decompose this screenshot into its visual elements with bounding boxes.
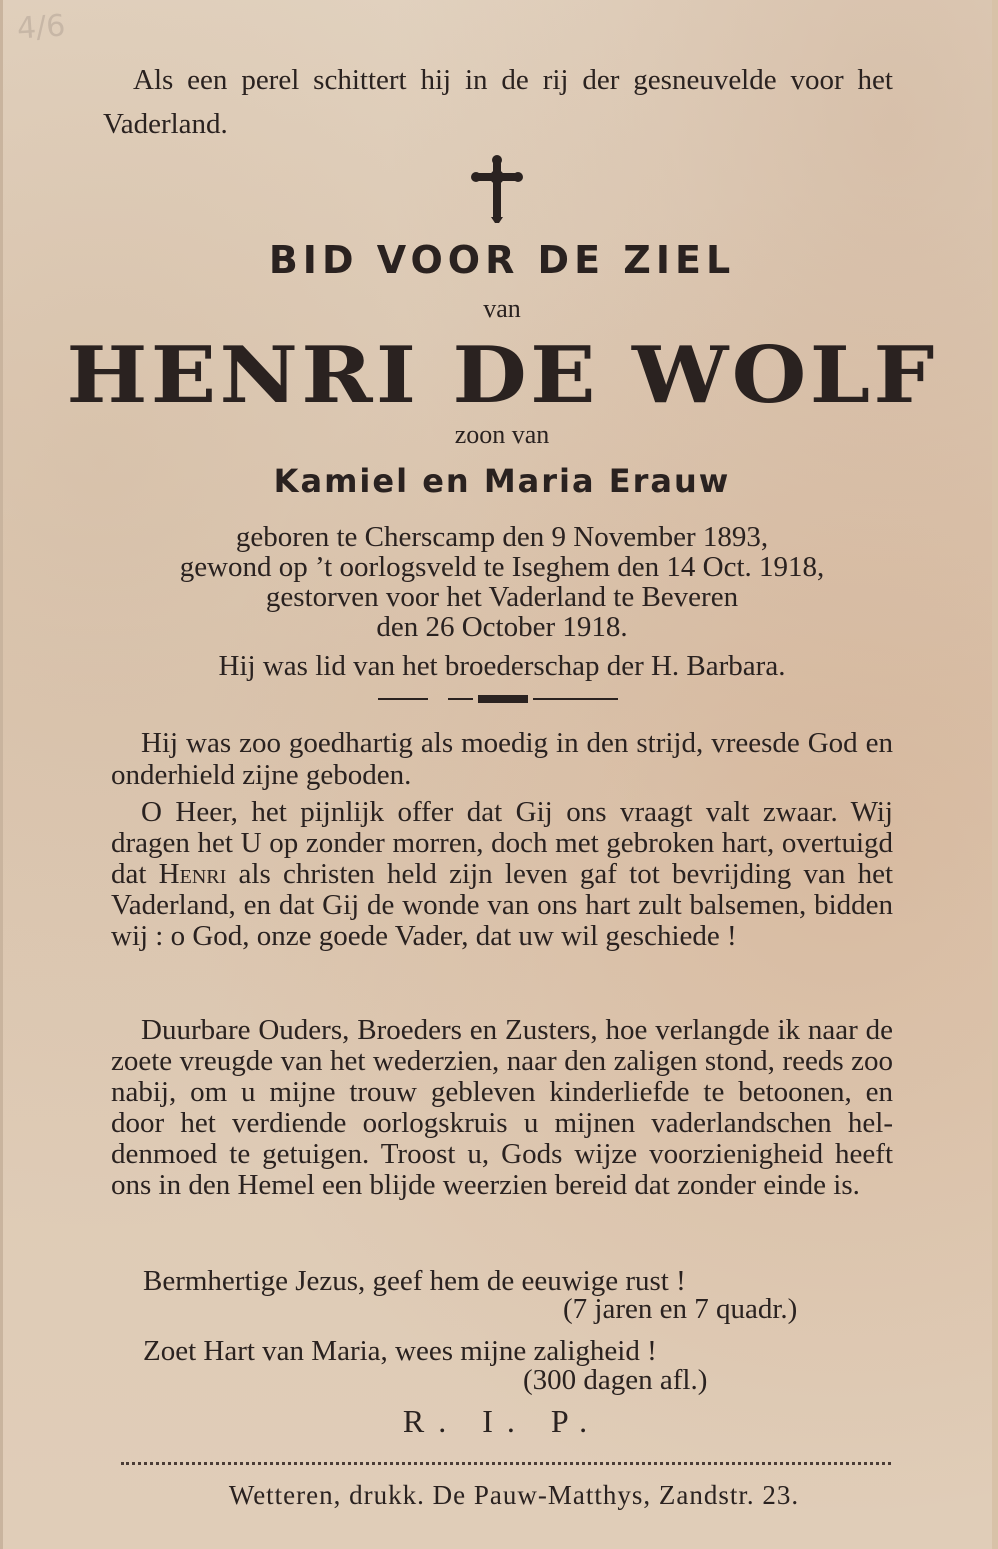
prayer-text-end: als christen held zijn leven gaf tot bevrijding van het Vaderland, en dat Gij de wonde van ons hart zult balsemen, bidden wij : o God, onze goede Vader, dat uw wil geschiede !	[111, 858, 893, 952]
van-label: van	[483, 294, 521, 323]
pencil-margin-note: 4/6	[15, 8, 67, 47]
biography	[3, 522, 998, 642]
paragraph-prayer	[111, 797, 893, 952]
rip: R. I. P.	[402, 1403, 602, 1439]
indulgence-1: (7 jaren en 7 quadr.)	[563, 1293, 798, 1325]
death-date-line: den 26 October 1918.	[376, 611, 628, 643]
dotted-divider	[121, 1462, 891, 1465]
deceased-name: HENRI DE WOLF	[66, 330, 938, 421]
death-line: gestorven voor het Vaderland te Beveren	[265, 581, 739, 613]
membership: Hij was lid van het broederschap der H. Barbara.	[218, 650, 786, 682]
parents-names: Kamiel en Maria Erauw	[273, 462, 731, 500]
printer-credit: Wetteren, drukk. De Pauw-Matthys, Zandstr. 23.	[228, 1480, 800, 1510]
wounded-line: gewond op ’t oorlogsveld te Iseghem den 14 Oct. 1918,	[179, 551, 825, 583]
zoon-van-label: zoon van	[454, 420, 550, 449]
paragraph-character: Hij was zoo goedhartig als moedig in den strijd, vreesde God en onderhield zijne geboden.	[111, 727, 893, 791]
indulgence-2: (300 dagen afl.)	[523, 1364, 708, 1396]
heading: BID VOOR DE ZIEL	[268, 238, 736, 282]
paragraph-farewell: Duurbare Ouders, Broeders en Zusters, hoe verlangde ik naar de zoete vreugde van het wederzien, naar den zaligen stond, reeds zoo nabij, om u mijne trouw gebleven kinderliefde te betoonen, en door het verdiende oorlogskruis u mijnen vaderlandschen heldenmoed te getuigen. Troost u, Gods wijze voorzienigheid heeft ons in den Hemel een blijde weerzien bereid dat zonder einde is.	[111, 1014, 893, 1201]
birth-line: geboren te Cherscamp den 9 November 1893,	[235, 521, 769, 553]
epigraph: Als een perel schittert hij in de rij der gesneuvelde voor het Vaderland.	[103, 64, 893, 140]
ornament-divider	[378, 692, 618, 706]
prayer-maria: Zoet Hart van Maria, wees mijne zaligheid !	[143, 1335, 657, 1367]
prayer-jezus: Bermhertige Jezus, geef hem de eeuwige rust !	[143, 1265, 686, 1297]
prayer-name: Henri	[158, 858, 227, 890]
cross-icon	[471, 155, 523, 223]
prayer-text-start: O Heer, het pijnlijk offer dat Gij ons vraagt valt zwaar. Wij dragen het U op zonder morren, doch met gebroken hart, overtuigd dat	[111, 796, 893, 890]
